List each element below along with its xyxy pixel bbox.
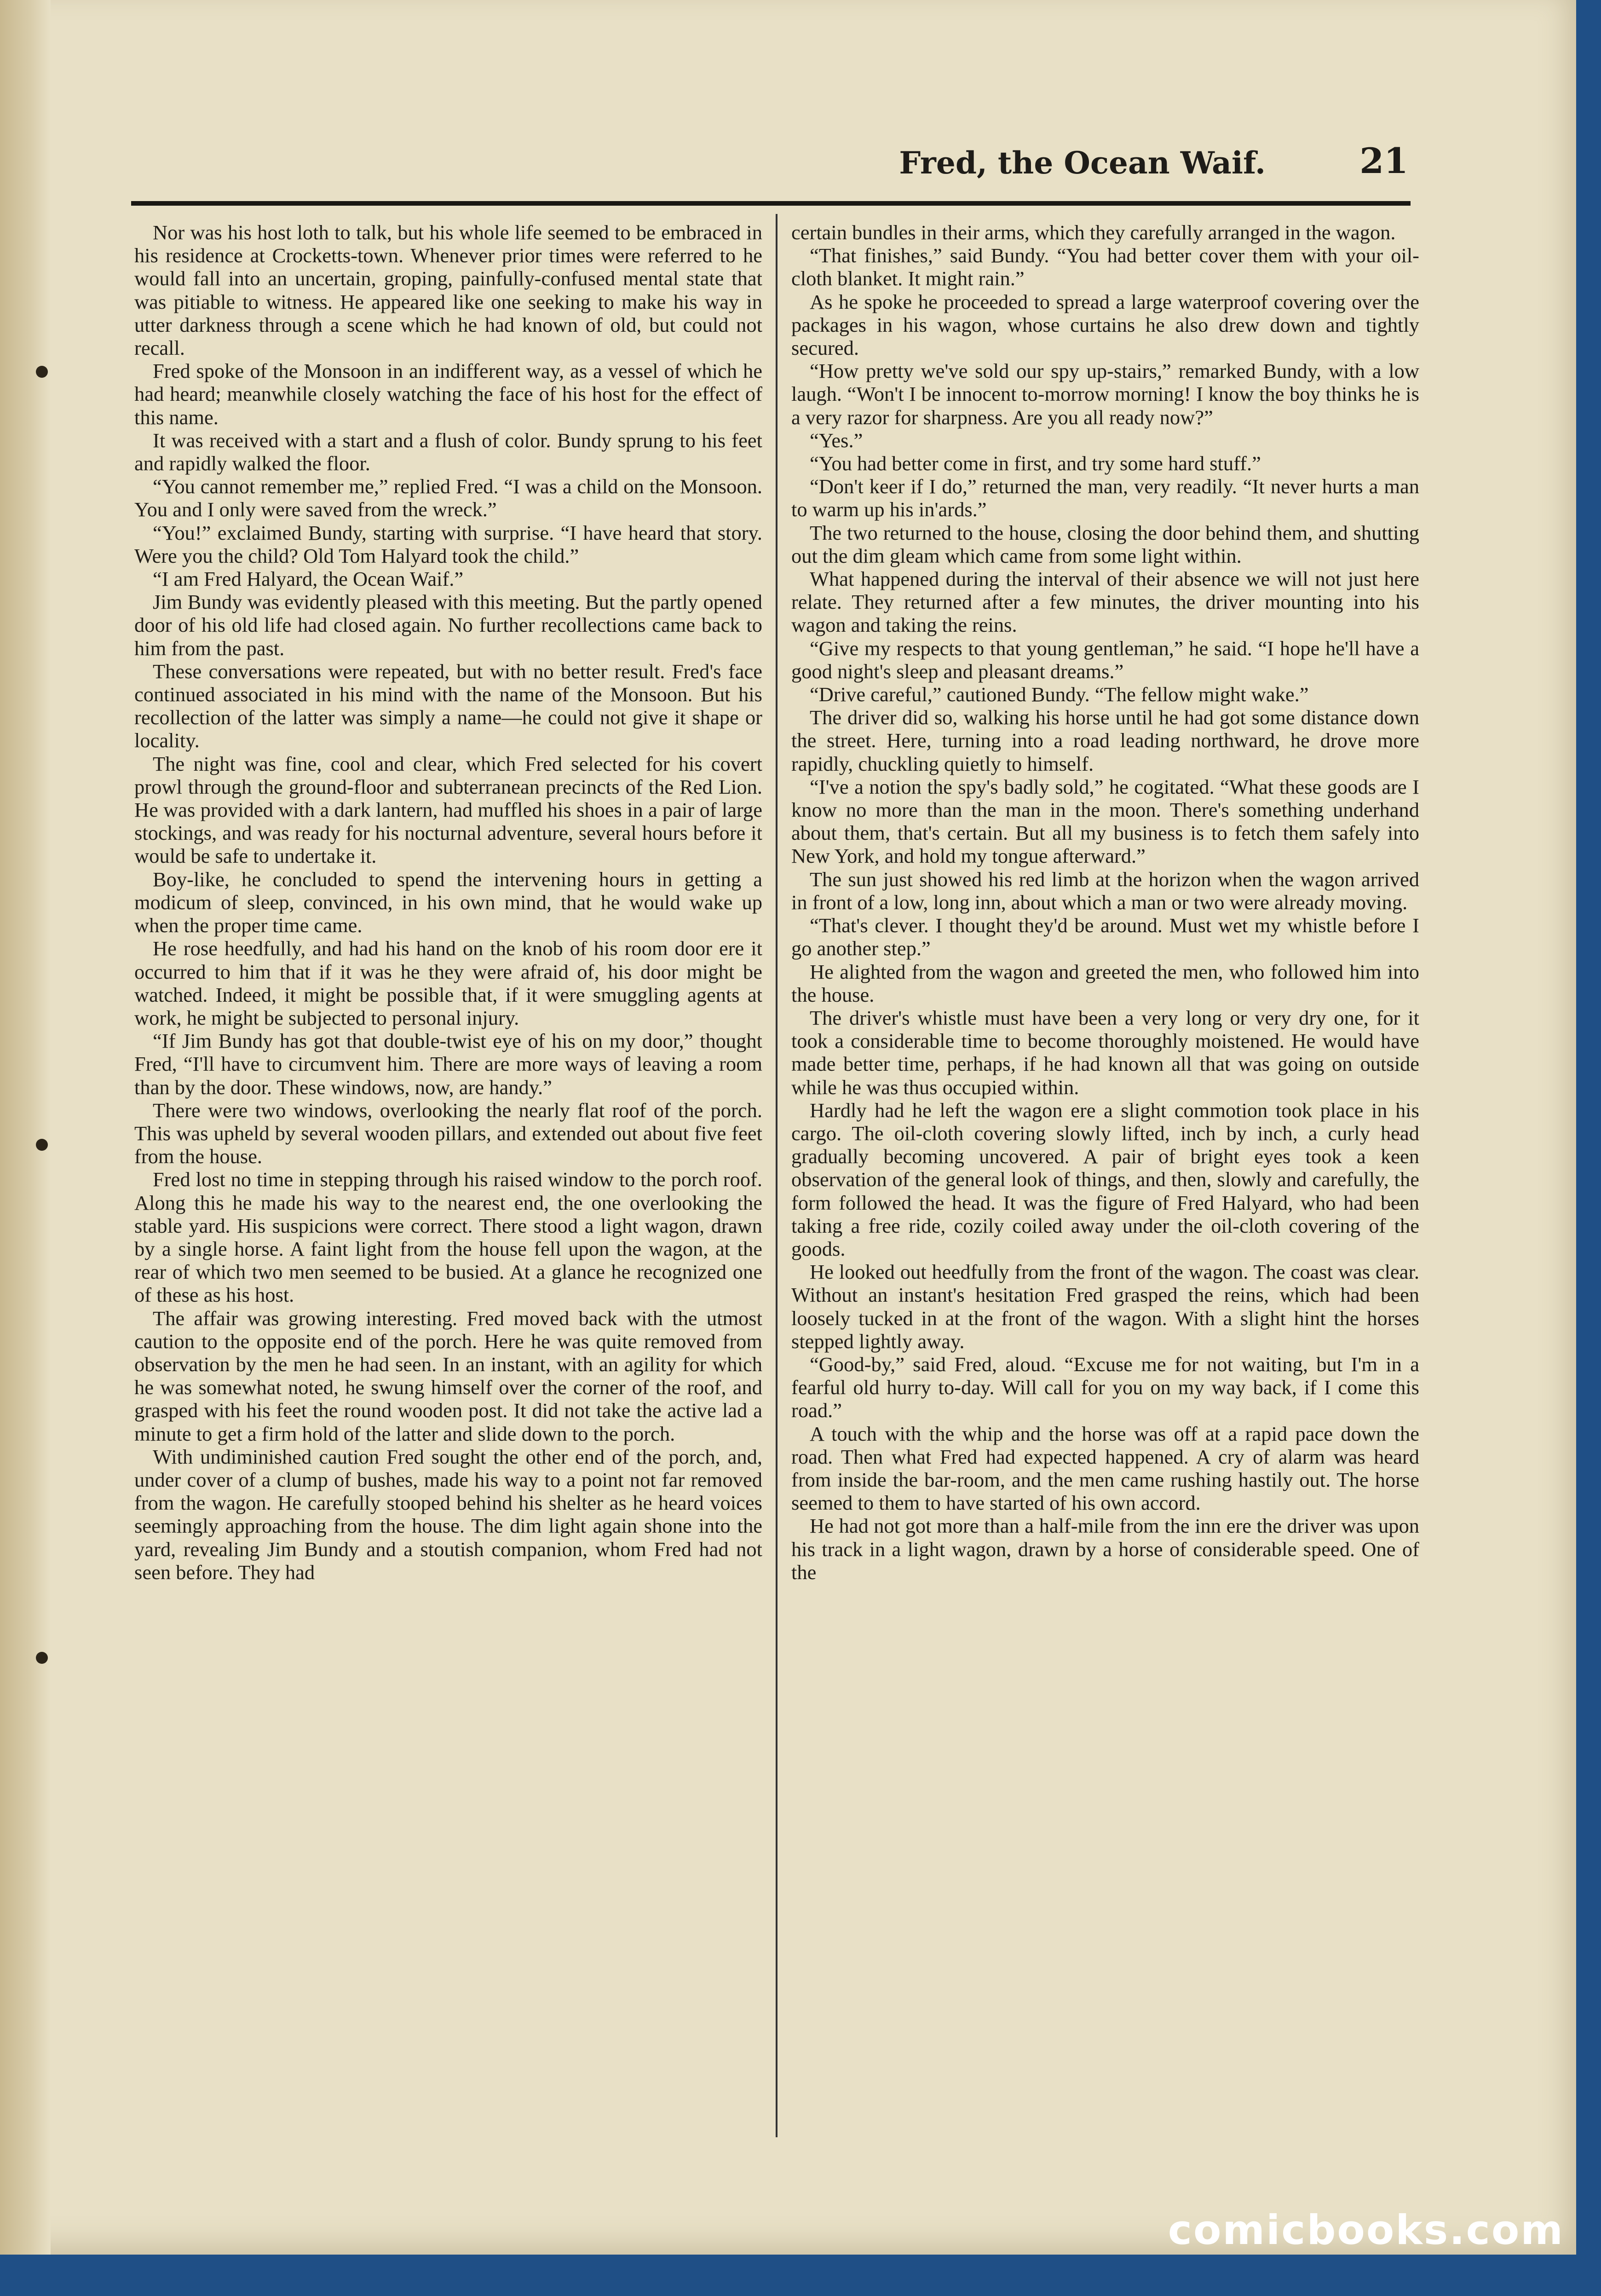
- paragraph: It was received with a start and a flush of color. Bundy sprung to his feet and rapidly walked the floor.: [134, 428, 762, 475]
- header-rule: [131, 201, 1411, 206]
- paragraph: Nor was his host loth to talk, but his whole life seemed to be embraced in his residence at Crocketts-town. Whenever prior times were referred to he would fall into an uncertain, groping, painfully-confused mental state that was pitiable to witness. He appeared like one seeking to make his way in utter darkness through a scene which he had known of old, but could not recall.: [134, 221, 762, 360]
- binding-stitch: [36, 1652, 48, 1664]
- paragraph: “How pretty we've sold our spy up-stairs,” remarked Bundy, with a low laugh. “Won't I be innocent to-morrow morning! I know the boy thinks he is a very razor for sharpness. Are you all ready now?”: [791, 359, 1419, 429]
- paragraph: “You cannot remember me,” replied Fred. “I was a child on the Monsoon. You and I only were saved from the wreck.”: [134, 475, 762, 521]
- paragraph: “Drive careful,” cautioned Bundy. “The fellow might wake.”: [810, 683, 1309, 706]
- paragraph: With undiminished caution Fred sought the other end of the porch, and, under cover of a clump of bushes, made his way to a point not far removed from the wagon. He carefully stooped behind his shelter as he heard voices seemingly approaching from the house. The dim light again shone into the yard, revealing Jim Bundy and a stoutish companion, whom Fred had not seen before. They had: [134, 1445, 762, 1584]
- paragraph: “That finishes,” said Bundy. “You had better cover them with your oil-cloth blanket. It might rain.”: [791, 244, 1419, 290]
- paragraph: “Good-by,” said Fred, aloud. “Excuse me for not waiting, but I'm in a fearful old hurry to-day. Will call for you on my way back, if I come this road.”: [791, 1352, 1419, 1422]
- binding-stitch: [36, 366, 48, 378]
- running-header: [133, 138, 1408, 193]
- paragraph: Hardly had he left the wagon ere a slight commotion took place in his cargo. The oil-cloth covering slowly lifted, inch by inch, a curly head gradually becoming uncovered. A pair of bright eyes took a keen observation of the general look of things, and then, slowly and carefully, the form followed the head. It was the figure of Fred Halyard, who had been taking a free ride, cozily coiled away under the oil-cloth covering of the goods.: [791, 1098, 1419, 1260]
- paragraph: There were two windows, overlooking the nearly flat roof of the porch. This was upheld by several wooden pillars, and extended out about five feet from the house.: [134, 1098, 762, 1168]
- paragraph: Jim Bundy was evidently pleased with this meeting. But the partly opened door of his old life had closed again. No further recollections came back to him from the past.: [134, 590, 762, 660]
- paragraph: “Give my respects to that young gentleman,” he said. “I hope he'll have a good night's sleep and pleasant dreams.”: [791, 636, 1419, 683]
- paragraph: He had not got more than a half-mile from the inn ere the driver was upon his track in a light wagon, drawn by a horse of considerable speed. One of the: [791, 1514, 1419, 1584]
- paragraph: A touch with the whip and the horse was off at a rapid pace down the road. Then what Fred had expected happened. A cry of alarm was heard from inside the bar-room, and the men came rushing hastily out. The horse seemed to them to have started of his own accord.: [791, 1422, 1419, 1515]
- paragraph: The driver did so, walking his horse until he had got some distance down the street. Here, turning into a road leading northward, he drove more rapidly, chuckling quietly to himself.: [791, 706, 1419, 775]
- page-binding: [0, 0, 51, 2255]
- paragraph: Fred spoke of the Monsoon in an indifferent way, as a vessel of which he had heard; meanwhile closely watching the face of his host for the effect of this name.: [134, 359, 762, 429]
- paragraph: Boy-like, he concluded to spend the intervening hours in getting a modicum of sleep, convinced, in his own mind, that he would wake up when the proper time came.: [134, 867, 762, 937]
- text-column-right: [791, 221, 1419, 2135]
- paragraph: These conversations were repeated, but with no better result. Fred's face continued associated in his mind with the name of the Monsoon. But his recollection of the latter was simply a name—he could not give it shape or locality.: [134, 659, 762, 752]
- paragraph: “You had better come in first, and try some hard stuff.”: [810, 452, 1261, 475]
- paragraph: “You!” exclaimed Bundy, starting with surprise. “I have heard that story. Were you the child? Old Tom Halyard took the child.”: [134, 521, 762, 567]
- running-title: Fred, the Ocean Waif.: [899, 145, 1266, 181]
- page-number: 21: [1359, 140, 1408, 181]
- paragraph: The affair was growing interesting. Fred moved back with the utmost caution to the opposite end of the porch. Here he was quite removed from observation by the men he had seen. In an instant, with an agility for which he was somewhat noted, he swung himself over the corner of the roof, and grasped with his feet the round wooden post. It did not take the active lad a minute to get a firm hold of the latter and slide down to the porch.: [134, 1306, 762, 1445]
- paragraph: “If Jim Bundy has got that double-twist eye of his on my door,” thought Fred, “I'll have to circumvent him. There are more ways of leaving a room than by the door. These windows, now, are handy.”: [134, 1029, 762, 1099]
- paragraph: As he spoke he proceeded to spread a large waterproof covering over the packages in his wagon, whose curtains he also drew down and tightly secured.: [791, 290, 1419, 360]
- paragraph: He alighted from the wagon and greeted the men, who followed him into the house.: [791, 960, 1419, 1006]
- paragraph: “That's clever. I thought they'd be around. Must wet my whistle before I go another step.”: [791, 914, 1419, 960]
- paragraph: “I am Fred Halyard, the Ocean Waif.”: [153, 567, 464, 591]
- paragraph: The sun just showed his red limb at the horizon when the wagon arrived in front of a low, long inn, about which a man or two were already moving.: [791, 867, 1419, 914]
- paragraph: He rose heedfully, and had his hand on the knob of his room door ere it occurred to him that if it was he they were afraid of, his door might be watched. Indeed, it might be possible that, if it were smuggling agents at work, he might be subjected to personal injury.: [134, 937, 762, 1029]
- paragraph: “Yes.”: [810, 428, 863, 452]
- paragraph: Fred lost no time in stepping through his raised window to the porch roof. Along this he made his way to the nearest end, the one overlooking the stable yard. His suspicions were correct. There stood a light wagon, drawn by a single horse. A faint light from the house fell upon the wagon, at the rear of which two men seemed to be busied. At a glance he recognized one of these as his host.: [134, 1168, 762, 1307]
- paragraph: “I've a notion the spy's badly sold,” he cogitated. “What these goods are I know no more than the man in the moon. There's something underhand about them, that's certain. But all my business is to fetch them safely into New York, and hold my tongue afterward.”: [791, 775, 1419, 868]
- paragraph: The night was fine, cool and clear, which Fred selected for his covert prowl through the ground-floor and subterranean precincts of the Red Lion. He was provided with a dark lantern, had muffled his shoes in a pair of large stockings, and was ready for his nocturnal adventure, several hours before it would be safe to undertake it.: [134, 752, 762, 868]
- column-divider: [776, 214, 777, 2137]
- paragraph: He looked out heedfully from the front of the wagon. The coast was clear. Without an instant's hesitation Fred grasped the reins, which had been loosely tucked in at the front of the wagon. With a slight hint the horses stepped lightly away.: [791, 1260, 1419, 1353]
- binding-stitch: [36, 1139, 48, 1151]
- paragraph: certain bundles in their arms, which they carefully arranged in the wagon.: [791, 221, 1396, 244]
- text-column-left: [134, 221, 762, 2135]
- paragraph: What happened during the interval of their absence we will not just here relate. They returned after a few minutes, the driver mounting into his wagon and taking the reins.: [791, 567, 1419, 637]
- paragraph: The driver's whistle must have been a very long or very dry one, for it took a considerable time to become thoroughly moistened. He would have made better time, perhaps, if he had known all that was going on outside while he was thus occupied within.: [791, 1006, 1419, 1099]
- paragraph: “Don't keer if I do,” returned the man, very readily. “It never hurts a man to warm up his in'ards.”: [791, 475, 1419, 521]
- paragraph: The two returned to the house, closing the door behind them, and shutting out the dim gleam which came from some light within.: [791, 521, 1419, 567]
- watermark: comicbooks.com: [1168, 2206, 1564, 2254]
